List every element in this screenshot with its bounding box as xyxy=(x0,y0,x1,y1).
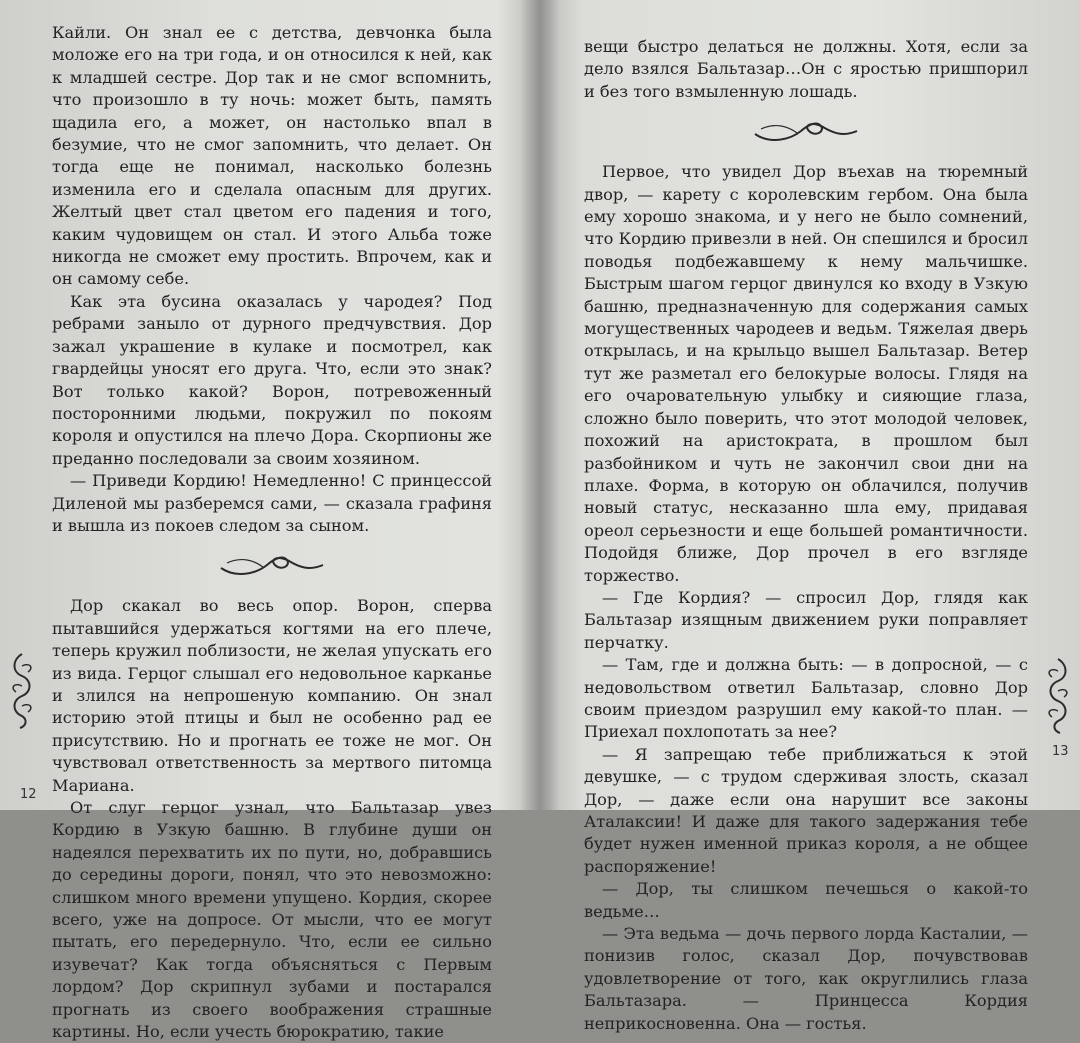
book-gutter xyxy=(520,0,560,810)
paragraph: Кайли. Он знал ее с детства, девчонка была моложе его на три года, и он относился к ней, как к младшей сестре. Дор так и не смог вспомнить, что произошло в ту ночь: может быть, память щадила его, а может, он настолько впал в безумие, что не смог запомнить, что делает. Он тогда еще не понимал, насколько болезнь изменила его и сделала опасным для других. Желтый цвет стал цветом его падения и того, каким чудовищем он стал. И этого Альба тоже никогда не сможет ему простить. Впрочем, как и он самому себе. xyxy=(52,23,492,289)
paragraph: Как эта бусина оказалась у чародея? Под ребрами заныло от дурного предчувствия. Дор зажал украшение в кулаке и посмотрел, как гвардейцы уносят его друга. Что, если это знак? Вот только какой? Ворон, потревоженный посторонними людьми, покружил по покоям короля и опустился на плечо Дора. Скорпионы же преданно последовали за своим хозяином. xyxy=(52,291,492,468)
section-divider xyxy=(584,103,1028,161)
page-number: 12 xyxy=(20,787,37,802)
paragraph: — Дор, ты слишком печешься о какой-то ведьме… xyxy=(584,879,1028,921)
paragraph: — Там, где и должна быть: — в допросной, — с недовольством ответил Бальтазар, словно Дор своим приездом разрушил ему какой-то план. — Приехал похлопотать за нее? xyxy=(584,655,1028,742)
paragraph: — Эта ведьма — дочь первого лорда Касталии, — понизив голос, сказал Дор, почувствовав удовлетворение от того, как округлились глаза Бальтазара. — Принцесса Кордия неприкосновенна. Она — гостья. xyxy=(584,924,1028,1033)
left-page xyxy=(52,22,492,1043)
paragraph: От слуг герцог узнал, что Бальтазар увез Кордию в Узкую башню. В глубине души он надеялся перехватить их по пути, но, добравшись до середины дороги, понял, что это невозможно: слишком много времени упущено. Кордия, скорее всего, уже на допросе. От мысли, что ее могут пытать, его передернуло. Что, если ее сильно изувечат? Как тогда объясняться с Первым лордом? Дор скрипнул зубами и постарался прогнать из своего воображения страшные картины. Но, если учесть бюрократию, такие xyxy=(52,798,492,1042)
paragraph: Дор скакал во весь опор. Ворон, сперва пытавшийся удержаться когтями на его плече, теперь кружил поблизости, не желая упускать его из вида. Герцог слышал его недовольное карканье и злился на непрошеную компанию. Он знал историю этой птицы и был не особенно рад ее присутствию. Но и прогнать ее тоже не мог. Он чувствовал ответственность за мертвого питомца Мариана. xyxy=(52,596,492,795)
paragraph: вещи быстро делаться не должны. Хотя, если за дело взялся Бальтазар…Он с яростью пришпорил и без того взмыленную лошадь. xyxy=(584,37,1028,101)
page-number: 13 xyxy=(1052,744,1069,759)
paragraph: — Приведи Кордию! Немедленно! С принцессой Диленой мы разберемся сами, — сказала графиня и вышла из покоев следом за сыном. xyxy=(52,471,492,535)
paragraph: — Я запрещаю тебе приближаться к этой девушке, — с трудом сдерживая злость, сказал Дор, — даже если она нарушит все законы Аталаксии! И даже для такого задержания тебе будет нужен именной приказ короля, а не общее распоряжение! xyxy=(584,744,1028,876)
right-page xyxy=(584,36,1028,1035)
floral-corner-icon xyxy=(4,650,40,730)
paragraph: Первое, что увидел Дор въехав на тюремный двор, — карету с королевским гербом. Она была ему хорошо знакома, и у него не было сомнений, что Кордию привезли в ней. Он спешился и бросил поводья подбежавшему к нему мальчишке. Быстрым шагом герцог двинулся ко входу в Узкую башню, предназначенную для содержания самых могущественных чародеев и ведьм. Тяжелая дверь открылась, и на крыльцо вышел Бальтазар. Ветер тут же разметал его белокурые волосы. Глядя на его очаровательную улыбку и сияющие глаза, сложно было поверить, что этот молодой человек, похожий на аристократа, в прошлом был разбойником и чуть не закончил свои дни на плахе. Форма, в которую он облачился, получив новый статус, несказанно шла ему, придавая ореол серьезности и еще большей романтичности. Подойдя ближе, Дор прочел в его взгляде торжество. xyxy=(584,162,1028,585)
swirl-divider-icon xyxy=(751,117,861,147)
section-divider xyxy=(52,537,492,595)
swirl-divider-icon xyxy=(217,551,327,581)
floral-corner-icon xyxy=(1040,655,1076,735)
paragraph: — Где Кордия? — спросил Дор, глядя как Бальтазар изящным движением руки поправляет перчатку. xyxy=(584,587,1028,652)
